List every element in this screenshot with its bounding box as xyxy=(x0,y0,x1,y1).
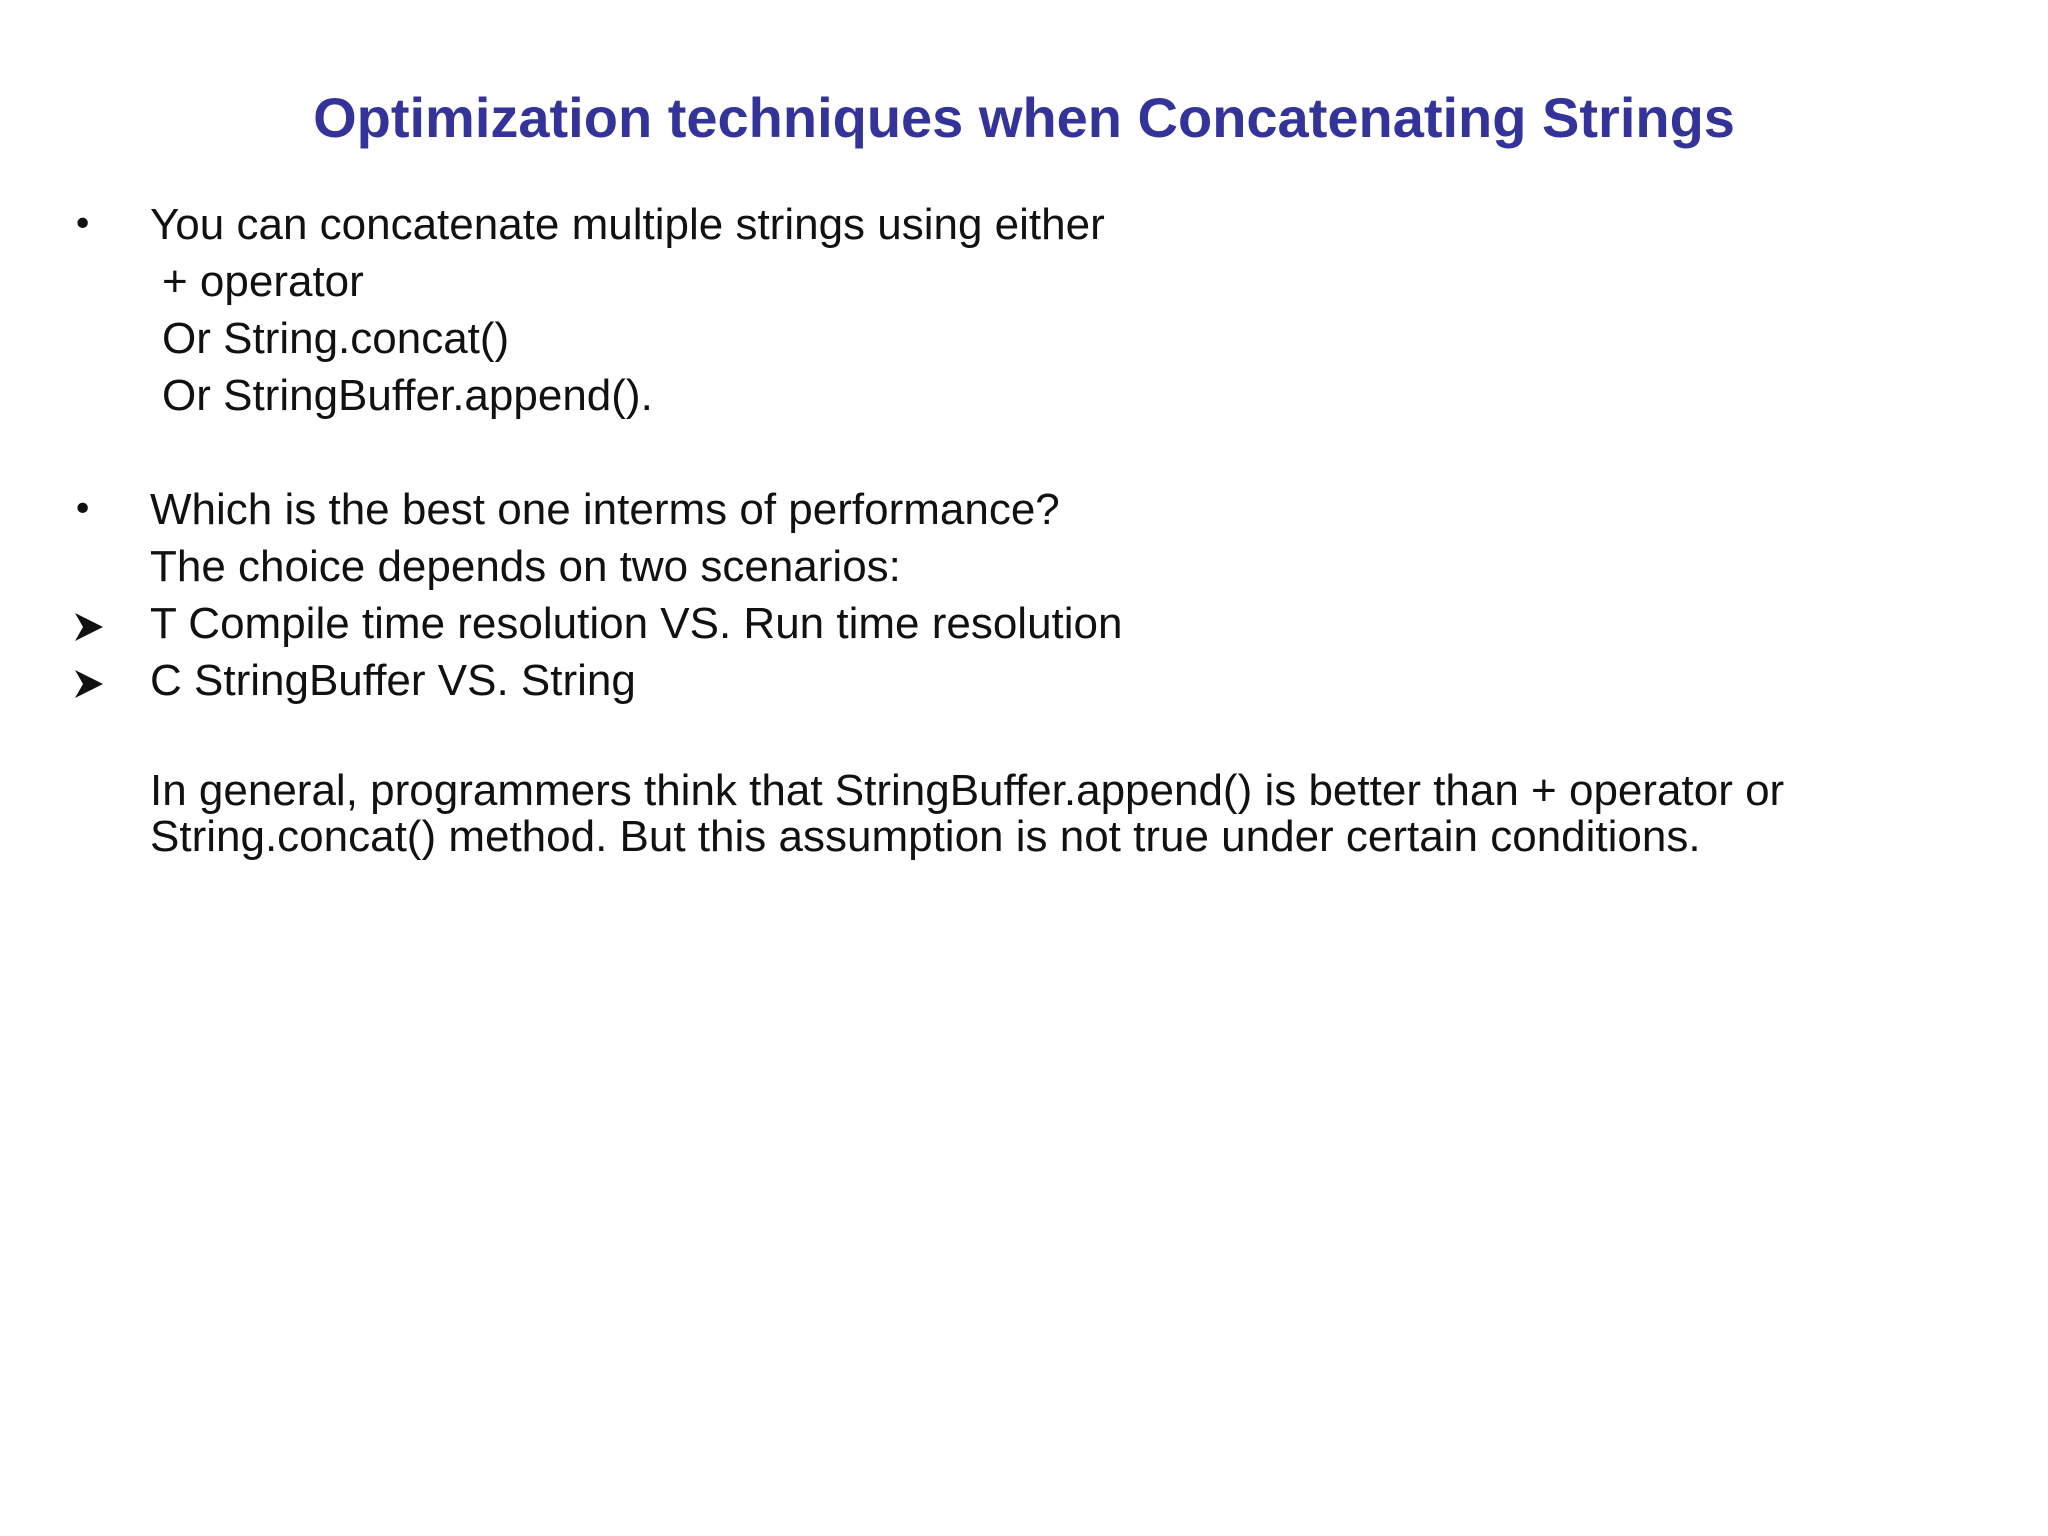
sub-line-plus-operator: + operator xyxy=(162,257,364,306)
sub-line-string-concat: Or String.concat() xyxy=(162,314,510,363)
paragraph-line-1: In general, programmers think that StringBuffer.append() is better than + operator or xyxy=(150,766,1785,815)
bullet-marker: • xyxy=(72,489,94,530)
bullet-continuation-scenarios: The choice depends on two scenarios: xyxy=(150,542,901,591)
arrow-item-stringbuffer: C StringBuffer VS. String xyxy=(150,656,636,705)
arrow-item-compile-time: T Compile time resolution VS. Run time resolution xyxy=(150,599,1123,648)
arrow-bullet-icon xyxy=(72,610,106,644)
sub-line-stringbuffer-append: Or StringBuffer.append(). xyxy=(162,371,653,420)
arrow-bullet-icon xyxy=(72,667,106,701)
bullet-marker: • xyxy=(72,204,94,245)
bullet-text-performance: Which is the best one interms of performance? xyxy=(150,485,1060,534)
slide-title: Optimization techniques when Concatenating Strings xyxy=(313,86,1735,149)
bullet-text-concatenate: You can concatenate multiple strings using either xyxy=(150,200,1105,249)
paragraph-line-2: String.concat() method. But this assumption is not true under certain conditions. xyxy=(150,812,1701,861)
